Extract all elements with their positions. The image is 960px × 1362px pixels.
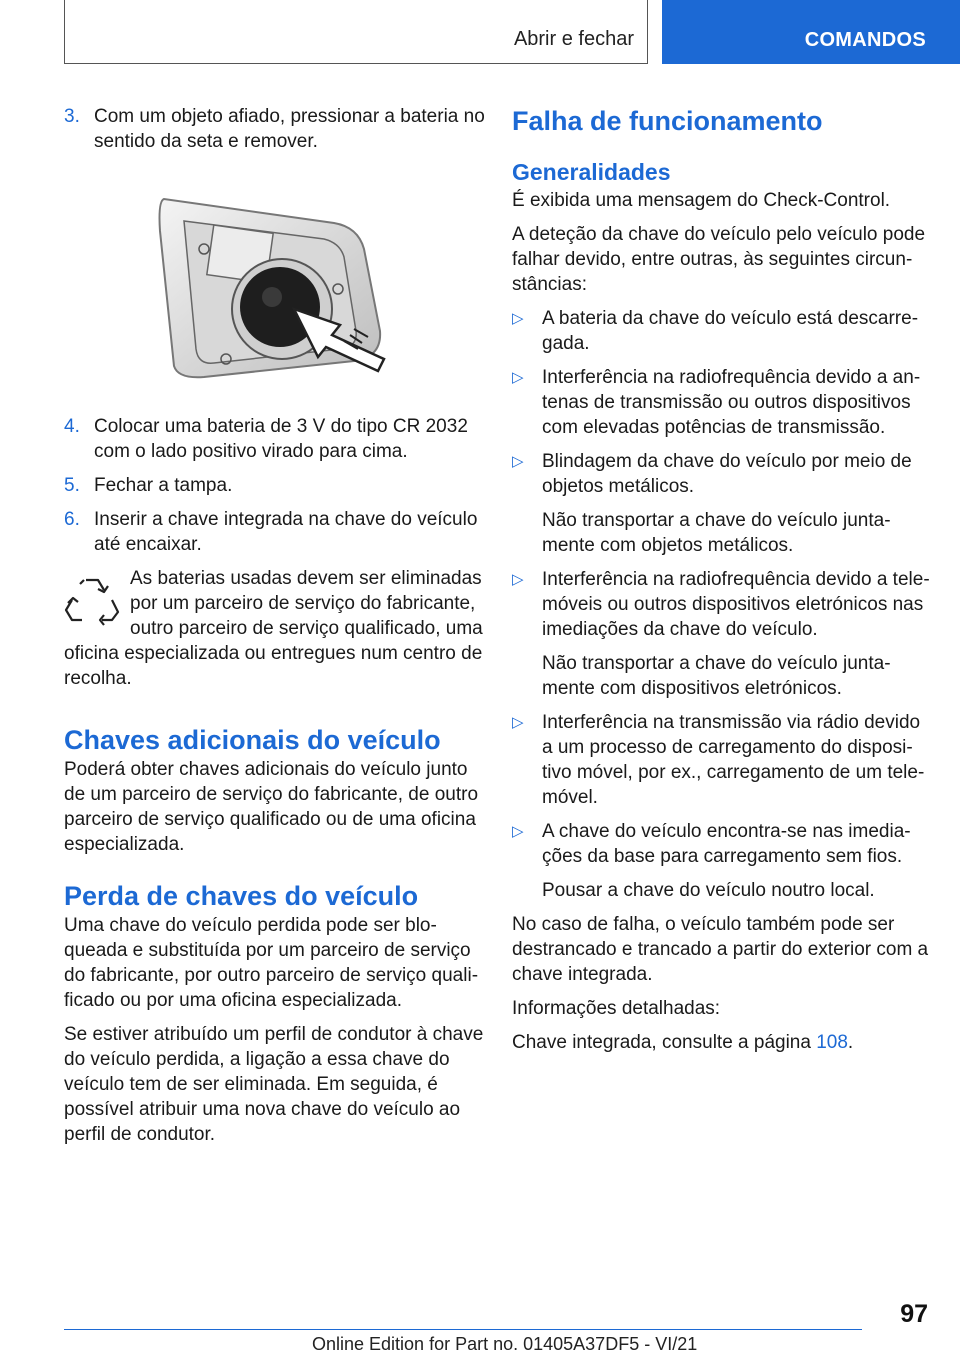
right-column (512, 104, 932, 1064)
environment-note (64, 566, 492, 691)
para-fallback: No caso de falha, o veículo também pode ser destrancado e trancado a partir do exterior com a chave integrada. (512, 914, 929, 985)
para-additional-keys: Poderá obter chaves adicionais do veículo junto de um parceiro de serviço do fabricante, de outro parceiro de serviço qualificado ou de uma oficina especializada. (64, 759, 479, 855)
para-cross-reference (512, 1030, 932, 1055)
bullet-instruction: Não transportar a chave do veículo juntamente com objetos metálicos. (542, 510, 891, 556)
step-6 (64, 507, 492, 557)
step-text: Fechar a tampa. (94, 475, 233, 496)
step-3 (64, 104, 492, 154)
bullet-text: Interferência na radiofrequência devido a telemóveis ou outros dispositivos eletrónicos nas imediações da chave do veículo. (542, 569, 930, 640)
bullet-instruction: Não transportar a chave do veículo juntamente com dispositivos eletrónicos. (542, 653, 891, 699)
bullet-item (512, 567, 932, 642)
page-number: 97 (900, 1300, 928, 1328)
step-text: Com um objeto afiado, pressionar a bateria no sentido da seta e remover. (94, 106, 485, 152)
triangle-bullet-icon: ▷ (512, 823, 524, 840)
bullet-item (512, 306, 932, 356)
chapter-tab-label: COMANDOS (804, 29, 926, 51)
section-title: Abrir e fechar (513, 28, 634, 50)
key-battery-illustration (144, 191, 434, 381)
heading-general: Generalidades (512, 159, 671, 185)
cross-reference-text: Chave integrada, consulte a página (512, 1032, 817, 1053)
bullet-text: Interferência na transmissão via rádio devido a um processo de carregamento do dispositivo móvel, por ex., carregamento de um telemóvel. (542, 712, 925, 808)
recycle-icon (64, 572, 120, 628)
bullet-text: Interferência na radiofrequência devido a antenas de transmissão ou outros dispositivos com elevadas potências de transmissão. (542, 367, 921, 438)
bullet-text: A bateria da chave do veículo está descarregada. (542, 308, 919, 354)
para-lost-keys-2: Se estiver atribuído um perfil de condutor à chave do veículo perdida, a ligação a essa chave do veículo tem de ser eliminada. Em seguida, é possível atribuir uma nova chave do veículo ao perfil de condutor. (64, 1024, 484, 1145)
triangle-bullet-icon: ▷ (512, 369, 524, 386)
step-number: 3. (64, 106, 80, 127)
step-number: 5. (64, 475, 80, 496)
heading-additional-keys: Chaves adicionais do veículo (64, 725, 441, 755)
step-5 (64, 473, 492, 498)
bullet-item (512, 710, 932, 810)
bullet-text: Blindagem da chave do veículo por meio de objetos metálicos. (542, 451, 912, 497)
bullet-item (512, 449, 932, 499)
page-link[interactable]: 108 (816, 1032, 848, 1053)
cross-reference-end: . (847, 1032, 854, 1053)
triangle-bullet-icon: ▷ (512, 714, 524, 731)
bullet-instruction: Pousar a chave do veículo noutro local. (542, 880, 875, 901)
step-number: 4. (64, 416, 80, 437)
triangle-bullet-icon: ▷ (512, 310, 524, 327)
triangle-bullet-icon: ▷ (512, 571, 524, 588)
footer-divider (64, 1329, 862, 1330)
para-details-label: Informações detalhadas: (512, 998, 721, 1019)
bullet-item (512, 819, 932, 869)
step-number: 6. (64, 509, 80, 530)
para-detection: A deteção da chave do veículo pelo veículo pode falhar devido, entre outras, às seguintes circunstâncias: (512, 224, 926, 295)
chapter-tab[interactable] (662, 0, 960, 64)
left-column (64, 104, 492, 1156)
footer-edition: Online Edition for Part no. 01405A37DF5 - VI/21 (312, 1334, 698, 1354)
step-text: Colocar uma bateria de 3 V do tipo CR 2032 com o lado positivo virado para cima. (94, 416, 468, 462)
bullet-item (512, 365, 932, 440)
heading-lost-keys: Perda de chaves do veículo (64, 881, 419, 911)
environment-note-text: As baterias usadas devem ser eliminadas por um parceiro de serviço do fabricante, outro parceiro de serviço qualificado, uma oficina especializada ou entregues num centro de recolha. (64, 568, 483, 689)
para-check-control: É exibida uma mensagem do Check-Control. (512, 190, 891, 211)
heading-malfunction: Falha de funcionamento (512, 106, 823, 136)
triangle-bullet-icon: ▷ (512, 453, 524, 470)
step-4 (64, 414, 492, 464)
para-lost-keys-1: Uma chave do veículo perdida pode ser bloqueada e substituída por um parceiro de serviço do fabricante, por outro parceiro de serviço qualificado ou por uma oficina especializada. (64, 915, 479, 1011)
step-text: Inserir a chave integrada na chave do veículo até encaixar. (94, 509, 478, 555)
bullet-text: A chave do veículo encontra-se nas imediações da base para carregamento sem fios. (542, 821, 911, 867)
